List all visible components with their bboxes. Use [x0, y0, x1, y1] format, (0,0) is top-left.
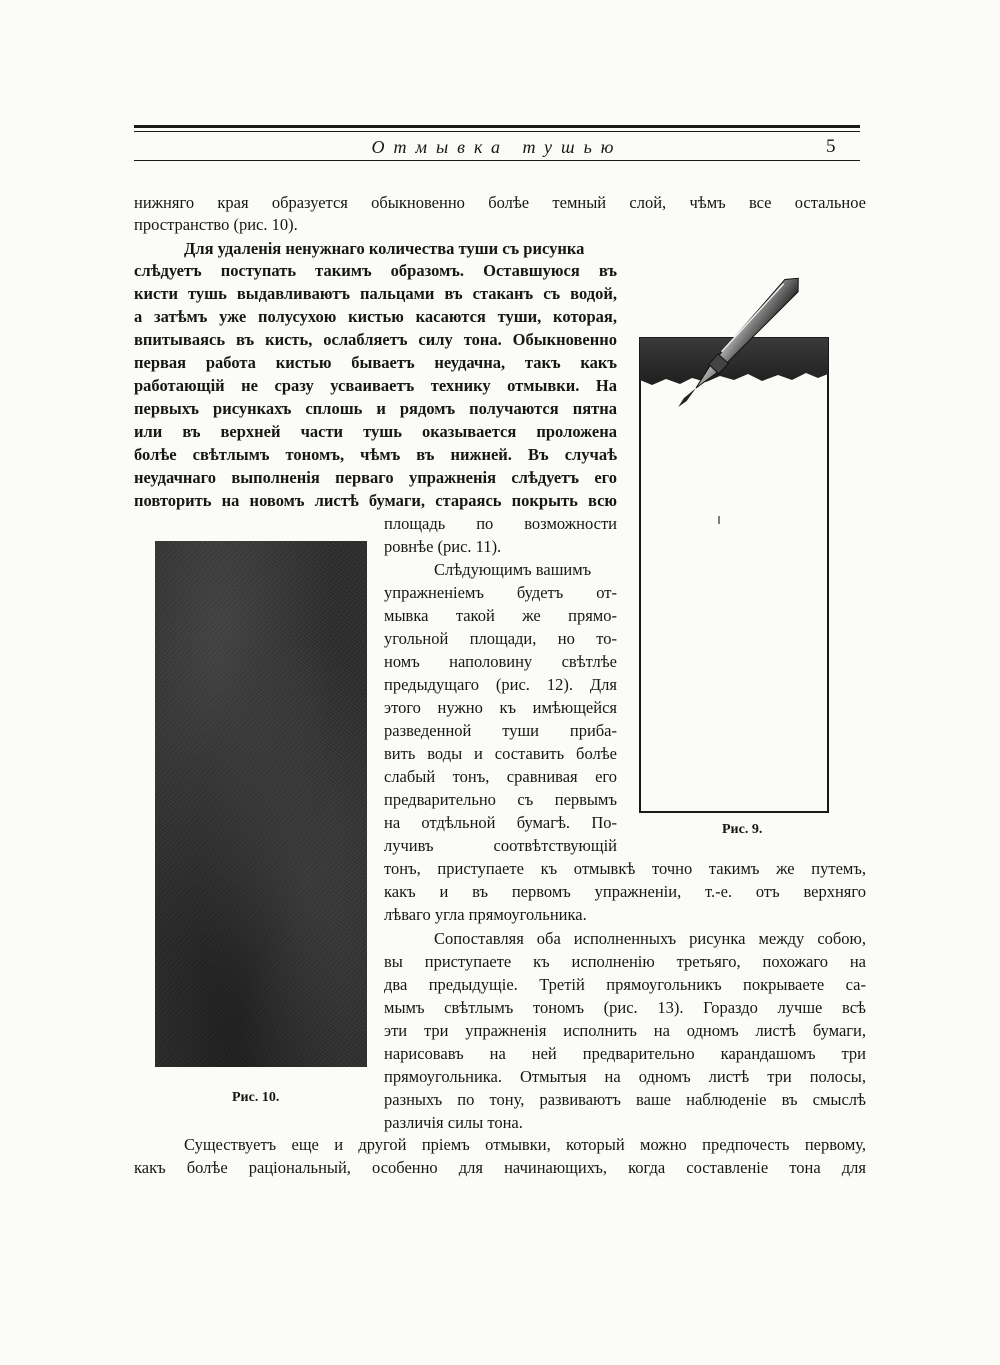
- text-line: а затѣмъ уже полусухою кистью касаются туши, которая,: [134, 307, 617, 326]
- text-line: Существуетъ еще и другой пріемъ отмывки, который можно предпочесть первому,: [184, 1135, 866, 1154]
- text-line: разведенной туши приба-: [384, 721, 617, 740]
- figure-10-wash-sample: [155, 541, 367, 1067]
- text-line: болѣе свѣтлымъ тономъ, чѣмъ въ нижней. Въ случаѣ: [134, 445, 617, 464]
- header-rule-top: [134, 125, 860, 128]
- text-line: первыхъ рисункахъ сплошь и рядомъ получаются пятна: [134, 399, 617, 418]
- text-line: слѣдуетъ поступать такимъ образомъ. Оставшуюся въ: [134, 261, 617, 280]
- text-line: какъ и въ первомъ упражненіи, т.-е. отъ верхняго: [384, 882, 866, 901]
- text-line: какъ болѣе раціональный, особенно для начинающихъ, когда составленіе тона для: [134, 1158, 866, 1177]
- text-line: номъ наполовину свѣтлѣе: [384, 652, 617, 671]
- text-line: пространство (рис. 10).: [134, 215, 298, 234]
- header-rule-second: [134, 131, 860, 132]
- figure-9-caption: Рис. 9.: [722, 822, 763, 837]
- text-line: мывка такой же прямо-: [384, 606, 617, 625]
- text-line: два предыдущіе. Третій прямоугольникъ покрываете са-: [384, 975, 866, 994]
- text-line: предыдущаго (рис. 12). Для: [384, 675, 617, 694]
- text-line: тонъ, приступаете къ отмывкѣ точно такимъ же путемъ,: [384, 859, 866, 878]
- page-number: 5: [826, 136, 836, 157]
- text-line: нижняго края образуется обыкновенно болѣе темный слой, чѣмъ все остальное: [134, 193, 866, 212]
- text-line: ровнѣе (рис. 11).: [384, 537, 502, 556]
- figure-10-caption: Рис. 10.: [232, 1090, 280, 1105]
- text-line: слабый тонъ, сравнивая его: [384, 767, 617, 786]
- running-title: Отмывка тушью: [371, 137, 623, 157]
- text-line: Сопоставляя оба исполненныхъ рисунка между собою,: [434, 929, 866, 948]
- text-line: работающій не сразу усваиваетъ технику отмывки. На: [134, 376, 617, 395]
- text-line: повторить на новомъ листѣ бумаги, стараясь покрыть всю: [134, 491, 617, 510]
- text-line: впитываясь въ кисть, ослабляетъ силу тона. Обыкновенно: [134, 330, 617, 349]
- text-line: кисти тушь выдавливаютъ пальцами въ стаканъ съ водой,: [134, 284, 617, 303]
- text-line: первая работа кистью бываетъ неудачна, такъ какъ: [134, 353, 617, 372]
- text-line: лучивъ соотвѣтствующій: [384, 836, 617, 855]
- text-line: неудачнаго выполненія перваго упражненія слѣдуетъ его: [134, 468, 617, 487]
- text-line: разныхъ по тону, развиваютъ ваше наблюденіе въ смыслѣ: [384, 1090, 866, 1109]
- text-line: вить воды и составить болѣе: [384, 744, 617, 763]
- text-line: на отдѣльной бумагѣ. По-: [384, 813, 617, 832]
- figure-9-illustration: [630, 222, 860, 818]
- text-line: упражненіемъ будетъ от-: [384, 583, 617, 602]
- text-line: предварительно съ первымъ: [384, 790, 617, 809]
- header-rule-bottom: [134, 160, 860, 161]
- text-line: Для удаленія ненужнаго количества туши съ рисунка: [184, 239, 585, 258]
- text-line: лѣваго угла прямоугольника.: [384, 905, 587, 924]
- text-line: прямоугольника. Отмытыя на одномъ листѣ три полосы,: [384, 1067, 866, 1086]
- text-line: или въ верхней части тушь оказывается проложена: [134, 422, 617, 441]
- text-line: эти три упражненія исполнить на одномъ листѣ бумаги,: [384, 1021, 866, 1040]
- text-line: различія силы тона.: [384, 1113, 523, 1132]
- text-line: угольной площади, но то-: [384, 629, 617, 648]
- text-line: нарисовавъ на ней предварительно карандашомъ три: [384, 1044, 866, 1063]
- text-line: мымъ свѣтлымъ тономъ (рис. 13). Гораздо лучше всѣ: [384, 998, 866, 1017]
- text-line: Слѣдующимъ вашимъ: [434, 560, 592, 579]
- text-line: площадь по возможности: [384, 514, 617, 533]
- text-line: этого нужно къ имѣющейся: [384, 698, 617, 717]
- text-line: вы приступаете къ исполненію третьяго, похожаго на: [384, 952, 866, 971]
- figure-9-frame: [640, 338, 828, 812]
